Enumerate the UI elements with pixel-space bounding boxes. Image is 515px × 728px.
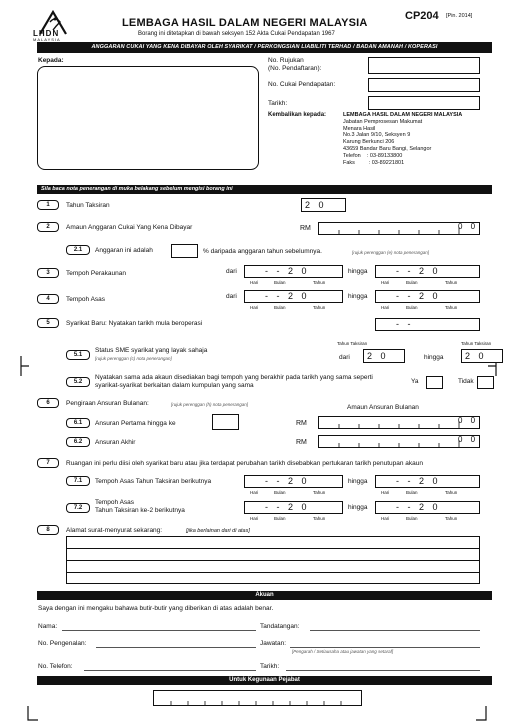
ta-label: Tahun Taksiran [337,341,368,346]
hari-label: Hari [250,305,259,310]
hari-label: Hari [381,305,390,310]
hari-label: Hari [250,516,259,521]
rm-label: RM [300,225,311,232]
q8-hint: [jika berlainan dari di atas] [186,528,250,534]
kepada-label: Kepada: [38,57,64,64]
telefon-input[interactable] [84,670,256,671]
tandatangan-label: Tandatangan: [260,623,300,630]
return-line: Karung Berkunci 206 [343,139,395,146]
amount-cents: 0 0 [458,435,479,444]
bulan-label: Bulan [274,490,286,495]
dari-label: dari [226,268,237,275]
sme-hingga-input[interactable]: 2 0 [461,349,503,363]
sme-dari-input[interactable]: 2 0 [363,349,405,363]
alamat-surat-box[interactable] [66,536,480,584]
percentage-input[interactable] [171,244,198,258]
hari-label: Hari [250,280,259,285]
item-number-badge: 5.2 [66,377,90,387]
address-line [67,560,479,561]
akuan-bar: Akuan [37,591,492,600]
item-number-badge: 2 [37,222,59,232]
item-number-badge: 6.2 [66,437,90,447]
item-number-badge: 7.2 [66,503,90,513]
q21-hint: [rujuk perenggan (e) nota penerangan] [352,250,430,255]
q52-label: Nyatakan sama ada akaun disediakan bagi tempoh yang berakhir pada tarikh yang sama seperti syarikat-syarikat berkaitan dalam kumpulan yang sama [95,374,373,389]
hari-label: Hari [381,280,390,285]
tandatangan-input[interactable] [310,630,480,631]
q21-label: Anggaran ini adalah [95,247,153,254]
return-line: Faks : 03-89221801 [343,159,405,166]
hingga-label: hingga [348,504,368,511]
registration-mark [20,356,30,376]
q71-dari[interactable]: - - 2 0 [244,475,343,488]
tahun-label: Tahun [313,280,326,285]
tempoh-perakaunan-dari[interactable]: - - 2 0 [244,265,343,278]
rujukan-label: No. Rujukan (No. Pendaftaran): [268,57,322,72]
item-number-badge: 5 [37,318,59,328]
hari-label: Hari [381,516,390,521]
item-number-badge: 8 [37,525,59,535]
ta-label: Tahun Taksiran [461,341,492,346]
address-line [67,548,479,549]
bulan-label: Bulan [406,305,418,310]
item-number-badge: 3 [37,268,59,278]
hari-label: Hari [250,490,259,495]
cukai-label: No. Cukai Pendapatan: [268,81,336,88]
tarikh-label: Tarikh: [268,100,288,107]
logo-subtext: MALAYSIA [33,37,61,42]
item-number-badge: 1 [37,200,59,210]
return-line: Jabatan Pemprosesan Makumat [343,118,423,125]
tahun-label: Tahun [313,305,326,310]
jawatan-label: Jawatan: [260,640,287,647]
registration-mark [476,706,488,722]
dari-label: dari [339,354,350,361]
return-line: 43659 Bandar Baru Bangi, Selangor [343,145,432,152]
tahun-taksiran-input[interactable]: 2 0 [301,198,346,212]
hingga-label: hingga [348,293,368,300]
tidak-label: Tidak [458,378,474,385]
tempoh-asas-dari[interactable]: - - 2 0 [244,290,343,303]
q6-label: Pengiraan Ansuran Bulanan: [66,400,149,407]
q72-label: Tempoh Asas Tahun Taksiran ke-2 berikutnya [95,499,185,514]
jawatan-input[interactable] [290,647,480,648]
ya-checkbox[interactable] [426,376,443,389]
hingga-label: hingga [348,268,368,275]
rujukan-input[interactable] [368,57,480,74]
registration-mark [26,706,38,722]
q21-suffix: % daripada anggaran tahun sebelumnya. [203,248,322,255]
digit-ticks [154,691,361,705]
cukai-input[interactable] [368,78,480,92]
q51-label: Status SME syarikat yang layak sahaja [95,347,208,354]
q71-hingga[interactable]: - - 2 0 [375,475,480,488]
amount-cents: 0 0 [458,416,479,425]
pengenalan-label: No. Pengenalan: [38,640,87,647]
kepada-address-box[interactable] [37,66,259,170]
tarikh-akuan-input[interactable] [286,670,480,671]
q6-hint: [rujuk perenggan (h) nota penerangan] [171,402,249,407]
q8-label: Alamat surat-menyurat sekarang: [66,527,163,534]
tahun-label: Tahun [445,490,458,495]
return-line: Telefon : 03-89133800 [343,152,403,159]
return-line: No.3 Jalan 9/10, Seksyen 9 [343,132,411,139]
page-subtitle: Borang ini ditetapkan di bawah seksyen 152 Akta Cukai Pendapatan 1967 [138,31,335,37]
tarikh-input[interactable] [368,96,480,110]
tahun-label: Tahun [445,305,458,310]
office-bar: Untuk Kegunaan Pejabat [37,676,492,685]
tahun-label: Tahun [313,516,326,521]
office-use-box [153,690,362,706]
kembalikan-label: Kembalikan kepada: [268,112,327,118]
logo-text: LHDN [33,29,60,38]
bulan-label: Bulan [406,280,418,285]
form-banner: ANGGARAN CUKAI YANG KENA DIBAYAR OLEH SYARIKAT / PERKONGSIAN LIABILITI TERHAD / BADAN AMANAH / KOPERASI [37,42,492,53]
tidak-checkbox[interactable] [477,376,494,389]
page-title: LEMBAGA HASIL DALAM NEGERI MALAYSIA [122,17,368,29]
q72-dari[interactable]: - - 2 0 [244,501,343,514]
return-line: LEMBAGA HASIL DALAM NEGERI MALAYSIA [343,112,463,118]
return-line: Menara Hasil [343,125,376,132]
q51-hint: [rujuk perenggan (c) nota penerangan] [95,356,172,361]
amaun-anggaran-input[interactable] [318,222,480,235]
q2-label: Amaun Anggaran Cukai Yang Kena Dibayar [66,224,193,231]
item-number-badge: 7 [37,458,59,468]
tempoh-asas-hingga[interactable]: - - 2 0 [375,290,480,303]
return-address [343,112,462,166]
bulan-label: Bulan [406,516,418,521]
tarikh-akuan-label: Tarikh: [260,663,280,670]
form-revision: [Pin. 2014] [446,13,473,19]
bulan-label: Bulan [274,516,286,521]
digit-ticks [319,223,479,234]
item-number-badge: 6.1 [66,418,90,428]
q71-label: Tempoh Asas Tahun Taksiran berikutnya [95,478,212,485]
hingga-label: hingga [348,478,368,485]
tempoh-perakaunan-hingga[interactable]: - - 2 0 [375,265,480,278]
pengenalan-input[interactable] [96,647,256,648]
ansuran-column-heading: Amaun Ansuran Bulanan [347,404,419,411]
bulan-label: Bulan [406,490,418,495]
tarikh-mula-operasi[interactable]: - - [375,318,480,331]
item-number-badge: 6 [37,398,59,408]
telefon-label: No. Telefon: [38,663,73,670]
tahun-label: Tahun [445,516,458,521]
q5-label: Syarikat Baru: Nyatakan tarikh mula beroperasi [66,320,203,327]
ansuran-akhir-amount[interactable] [318,435,480,448]
ya-label: Ya [411,378,419,385]
dari-label: dari [226,293,237,300]
tahun-label: Tahun [445,280,458,285]
jawatan-hint: [Pengarah / Setiausaha atau jawatan yang setaraf] [292,649,394,654]
address-line [67,572,479,573]
rm-label: RM [296,420,307,427]
nama-input[interactable] [62,630,256,631]
item-number-badge: 2.1 [66,245,90,255]
q72-hingga[interactable]: - - 2 0 [375,501,480,514]
nama-label: Nama: [38,623,58,630]
q4-label: Tempoh Asas [66,296,106,303]
item-number-badge: 5.1 [66,350,90,360]
ansuran-ke-input[interactable] [212,414,239,430]
bulan-label: Bulan [274,305,286,310]
rm-label: RM [296,439,307,446]
q61-label: Ansuran Pertama hingga ke [95,420,176,427]
amaun-cents: 0 0 [458,222,479,231]
ansuran-pertama-amount[interactable] [318,416,480,429]
q7-label: Ruangan ini perlu diisi oleh syarikat baru atau jika terdapat perubahan tarikh disebabkan pertukaran tarikh penutupan akaun [66,460,424,467]
hingga-label: hingga [424,354,444,361]
item-number-badge: 4 [37,294,59,304]
q62-label: Ansuran Akhir [95,439,136,446]
digit-ticks [319,417,479,428]
akuan-statement: Saya dengan ini mengaku bahawa butir-butir yang diberikan di atas adalah benar. [38,605,274,612]
digit-ticks [319,436,479,447]
q1-label: Tahun Taksiran [66,202,110,209]
instructions-bar: Sila baca nota penerangan di muka belakang sebelum mengisi borang ini [37,185,492,194]
item-number-badge: 7.1 [66,476,90,486]
tahun-label: Tahun [313,490,326,495]
hari-label: Hari [381,490,390,495]
form-code: CP204 [405,10,439,22]
bulan-label: Bulan [274,280,286,285]
q3-label: Tempoh Perakaunan [66,270,126,277]
